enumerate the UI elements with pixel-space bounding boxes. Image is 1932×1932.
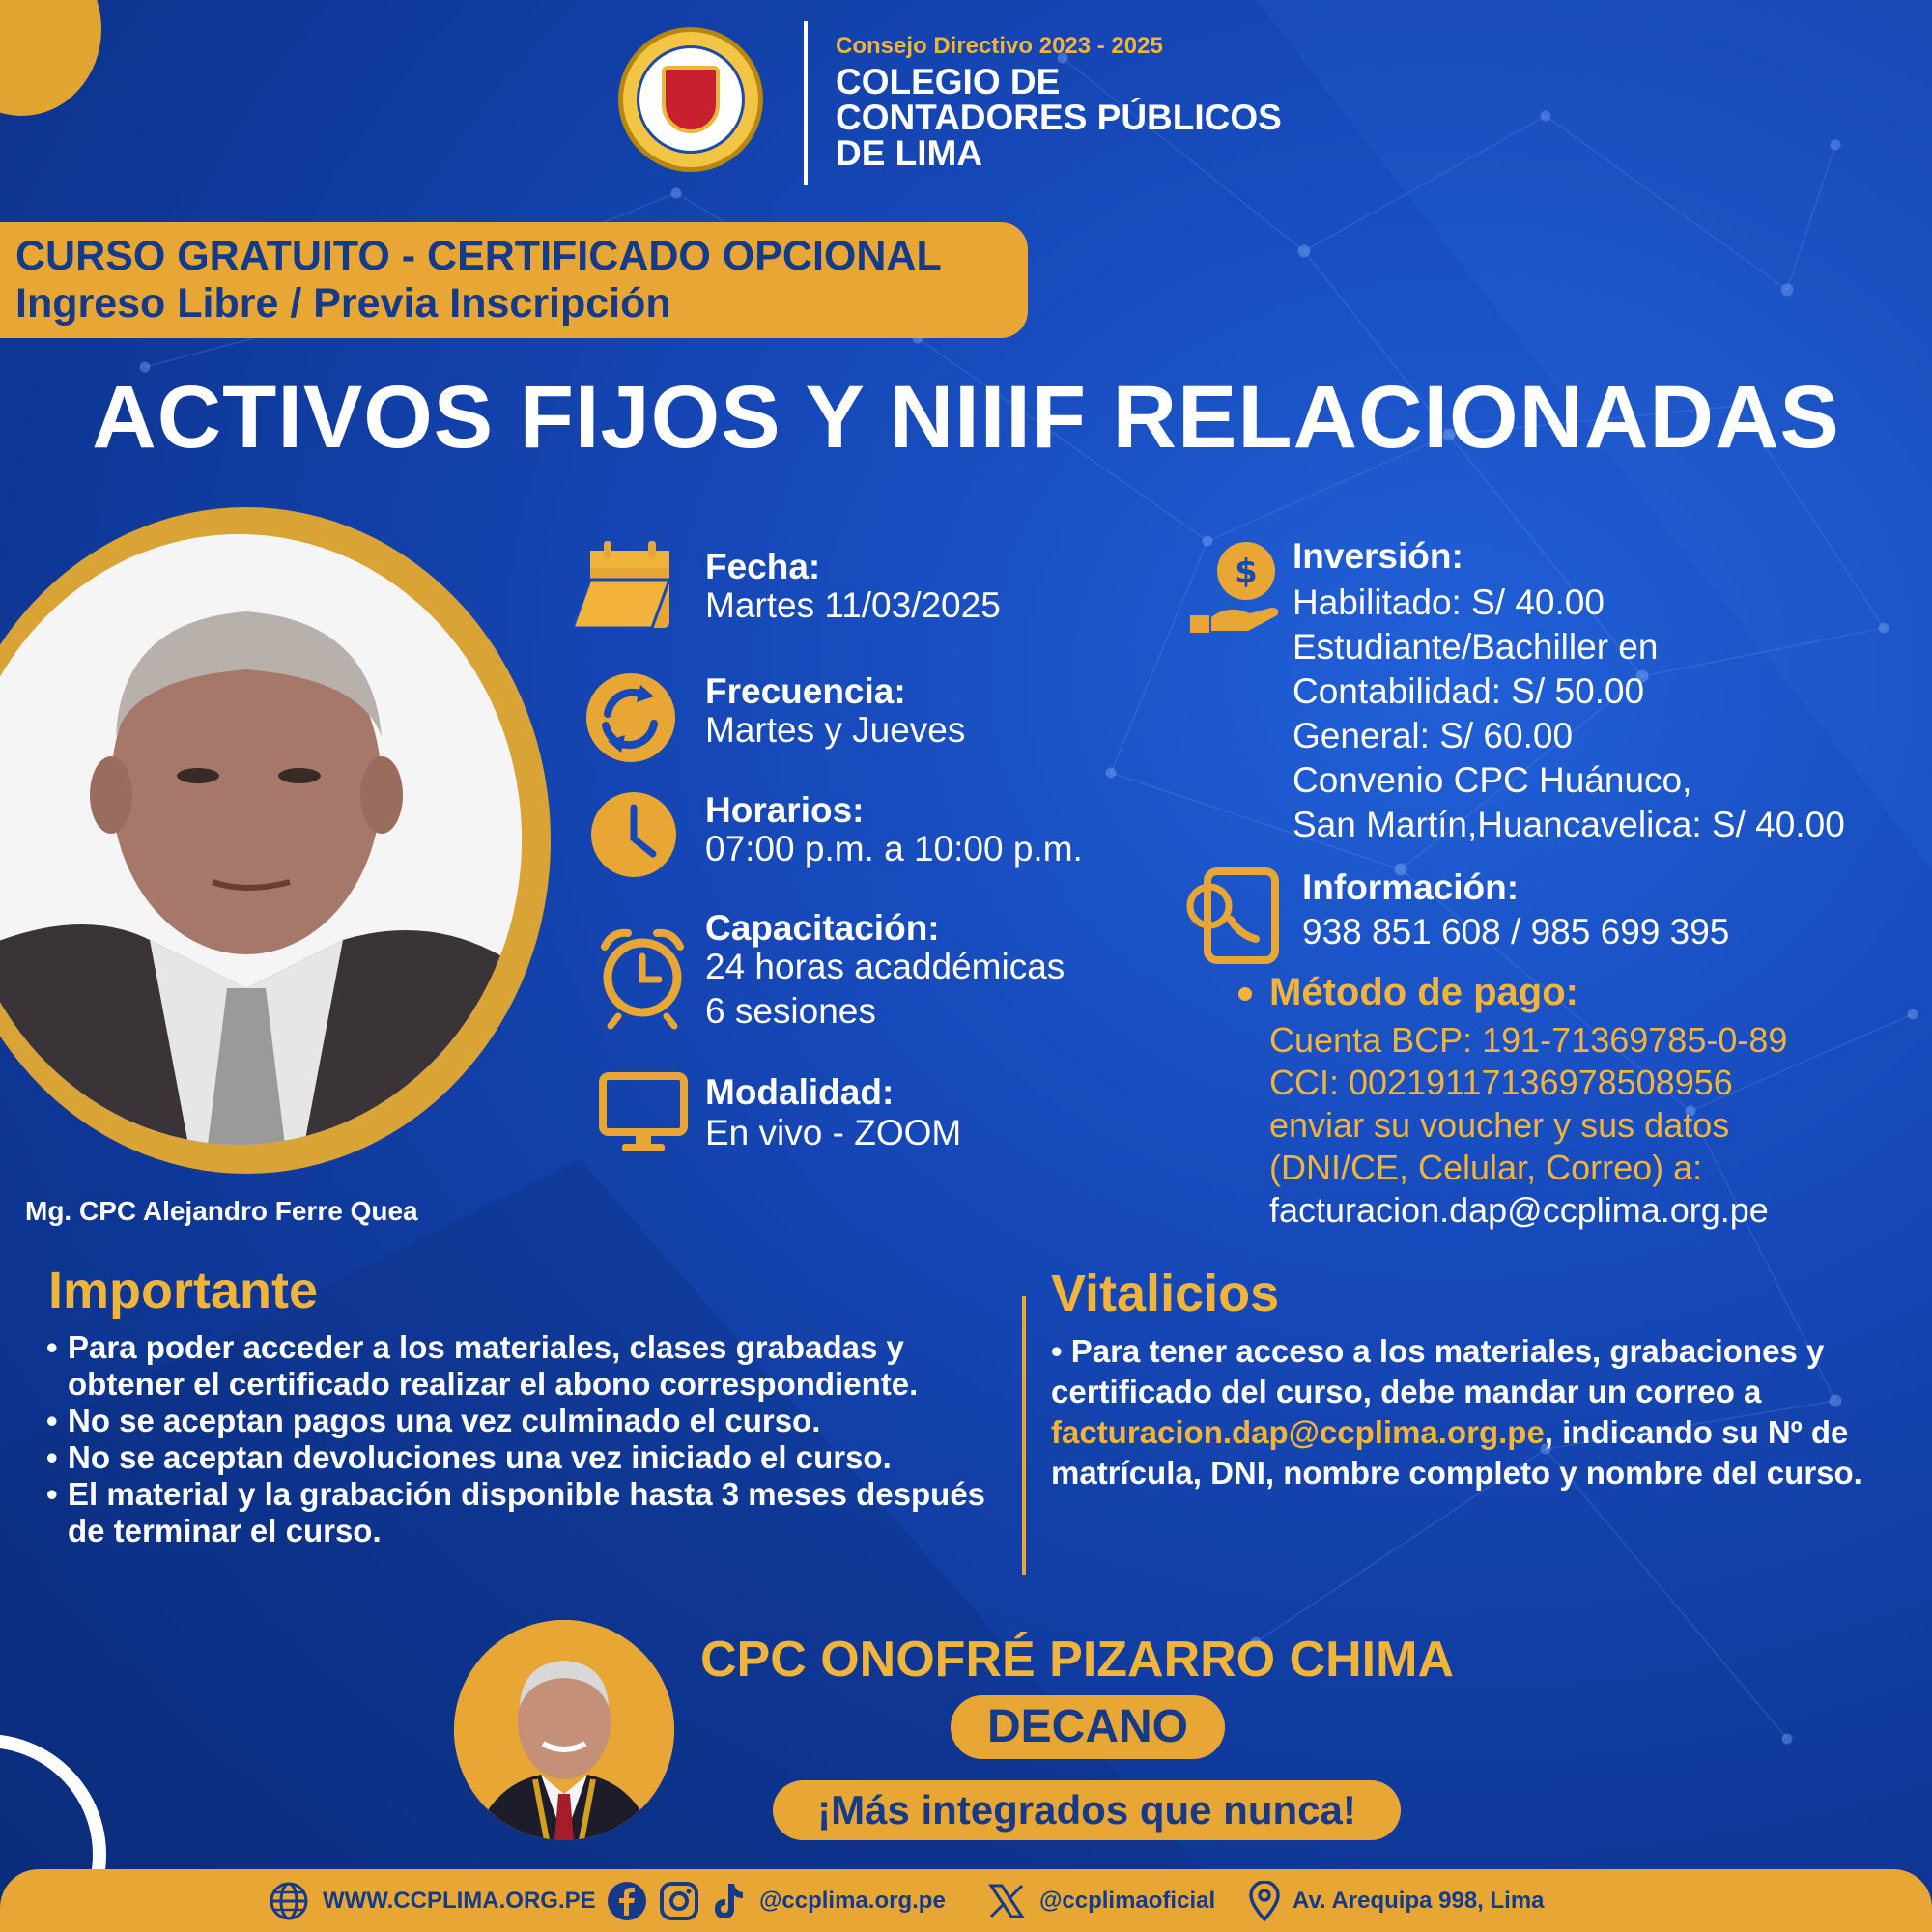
footer-address[interactable]: Av. Arequipa 998, Lima bbox=[1248, 1880, 1545, 1922]
important-title: Importante bbox=[48, 1262, 319, 1320]
payment-instruction-2: (DNI/CE, Celular, Correo) a: bbox=[1269, 1148, 1703, 1187]
list-item: • Para poder acceder a los materiales, clases grabadas y obtener el certificado realizar el abono correspondiente. bbox=[46, 1329, 1022, 1403]
vitalicios-title: Vitalicios bbox=[1051, 1264, 1280, 1322]
footer-social-links[interactable]: @ccplima.org.pe bbox=[607, 1880, 946, 1922]
council-period: Consejo Directivo 2023 - 2025 bbox=[836, 33, 1163, 59]
clock-icon bbox=[589, 790, 678, 879]
payment-instruction-1: enviar su voucher y sus datos bbox=[1269, 1105, 1730, 1145]
payment-cci: CCI: 00219117136978508956 bbox=[1269, 1063, 1733, 1102]
instagram-icon[interactable] bbox=[659, 1881, 699, 1921]
phone-support-icon bbox=[1186, 867, 1283, 964]
footer-x-link[interactable]: @ccplimaoficial bbox=[987, 1880, 1215, 1922]
tiktok-icon[interactable] bbox=[711, 1881, 746, 1921]
list-item: • No se aceptan pagos una vez culminado el curso. bbox=[46, 1403, 1022, 1439]
ccpl-seal-logo bbox=[618, 27, 763, 172]
refresh-icon bbox=[584, 671, 677, 764]
facebook-icon[interactable] bbox=[607, 1881, 647, 1921]
monitor-icon bbox=[599, 1072, 688, 1155]
vitalicios-text: • Para tener acceso a los materiales, grabaciones y certificado del curso, debe mandar un correo a facturacion.dap@ccplima.org.pe, indicando su Nº de matrícula, DNI, nombre completo y nombre del curso. bbox=[1051, 1333, 1862, 1491]
globe-icon bbox=[269, 1881, 309, 1921]
vitalicios-email[interactable]: facturacion.dap@ccplima.org.pe bbox=[1051, 1414, 1545, 1450]
calendar-icon bbox=[573, 541, 679, 638]
banner-registration: Ingreso Libre / Previa Inscripción bbox=[15, 280, 671, 327]
dean-name: CPC ONOFRÉ PIZARRO CHIMA bbox=[700, 1632, 1454, 1688]
money-hand-icon bbox=[1190, 536, 1287, 633]
banner-free-course: CURSO GRATUITO - CERTIFICADO OPCIONAL bbox=[15, 233, 942, 279]
payment-details bbox=[1269, 1019, 1787, 1232]
footer-website[interactable]: WWW.CCPLIMA.ORG.PE bbox=[269, 1880, 596, 1922]
poster: Consejo Directivo 2023 - 2025 COLEGIO DE CONTADORES PÚBLICOS DE LIMA CURSO GRATUITO - CERTIFICADO OPCIONAL Ingreso Libre / Previa Inscripción ACTIVOS FIJOS Y NIIIF RELACIONADAS Mg. CPC Alejandro Ferre Quea Fecha: Martes 11/03/2025 Frecuencia: Martes y Jueves Horarios: 07:00 p.m. a 10:00 p.m. Capacitación: 24 horas acaddémicas 6 sesiones Modalidad: En vivo - ZOOM $ Inversión: Habilitado: S/ 40.00 Estudiante/Bachiller en Contabilidad: S/ 50.00 General: S/ 60.00 Convenio CPC Huánuco, San Martín,Huancavelica: S/ 40.00 Información: 938 851 608 / 985 699 395 Método de pago: Cuenta BCP: 191-71369785-0-89 CCI: 00219117136978508956 enviar su voucher y sus datos (DNI/CE, Celular, Correo) a: facturacion.dap@ccplima.org.pe Importante • Para poder acceder a los materiales, clases grabadas y obtener el certificado realizar el abono correspondiente. • No se aceptan pagos una vez culminado el curso. • No se aceptan devoluciones una vez iniciado el curso. • El material y la grabación disponible hasta 3 meses después de terminar el curso. Vitalicios • Para tener acceso a los materiales, grabaciones y certificado del curso, debe mandar un correo a facturacion.dap@ccplima.org.pe, indicando su Nº de matrícula, DNI, nombre completo y nombre del curso. CPC ONOFRÉ PIZARRO CHIMA DECANO ¡Más integrados que nunca! WWW.CCPLIMA.ORG.PE @ccplima.org.pe @ccplimaoficial Av. Arequipa 998, Lima bbox=[0, 0, 1932, 1932]
location-pin-icon bbox=[1248, 1881, 1281, 1921]
payment-account: Cuenta BCP: 191-71369785-0-89 bbox=[1269, 1020, 1788, 1060]
payment-title: Método de pago: bbox=[1269, 971, 1578, 1013]
course-type-banner bbox=[0, 222, 1028, 338]
svg-text:$: $ bbox=[1235, 553, 1258, 591]
alarm-clock-icon bbox=[599, 923, 686, 1030]
dean-photo bbox=[454, 1620, 674, 1840]
college-name: COLEGIO DE CONTADORES PÚBLICOS DE LIMA bbox=[836, 62, 1282, 173]
section-divider bbox=[1022, 1296, 1026, 1575]
x-twitter-icon bbox=[987, 1882, 1026, 1920]
payment-email[interactable]: facturacion.dap@ccplima.org.pe bbox=[1269, 1190, 1769, 1230]
list-item: • El material y la grabación disponible hasta 3 meses después de terminar el curso. bbox=[46, 1476, 1022, 1549]
list-item: • No se aceptan devoluciones una vez iniciado el curso. bbox=[46, 1439, 1022, 1476]
dean-role-badge: DECANO bbox=[951, 1695, 1225, 1759]
important-list bbox=[46, 1329, 1022, 1549]
slogan-badge: ¡Más integrados que nunca! bbox=[773, 1780, 1401, 1840]
course-title: ACTIVOS FIJOS Y NIIIF RELACIONADAS bbox=[92, 368, 1840, 467]
payment-bullet bbox=[1238, 987, 1252, 1001]
speaker-name: Mg. CPC Alejandro Ferre Quea bbox=[25, 1196, 418, 1226]
header-divider bbox=[804, 21, 808, 185]
